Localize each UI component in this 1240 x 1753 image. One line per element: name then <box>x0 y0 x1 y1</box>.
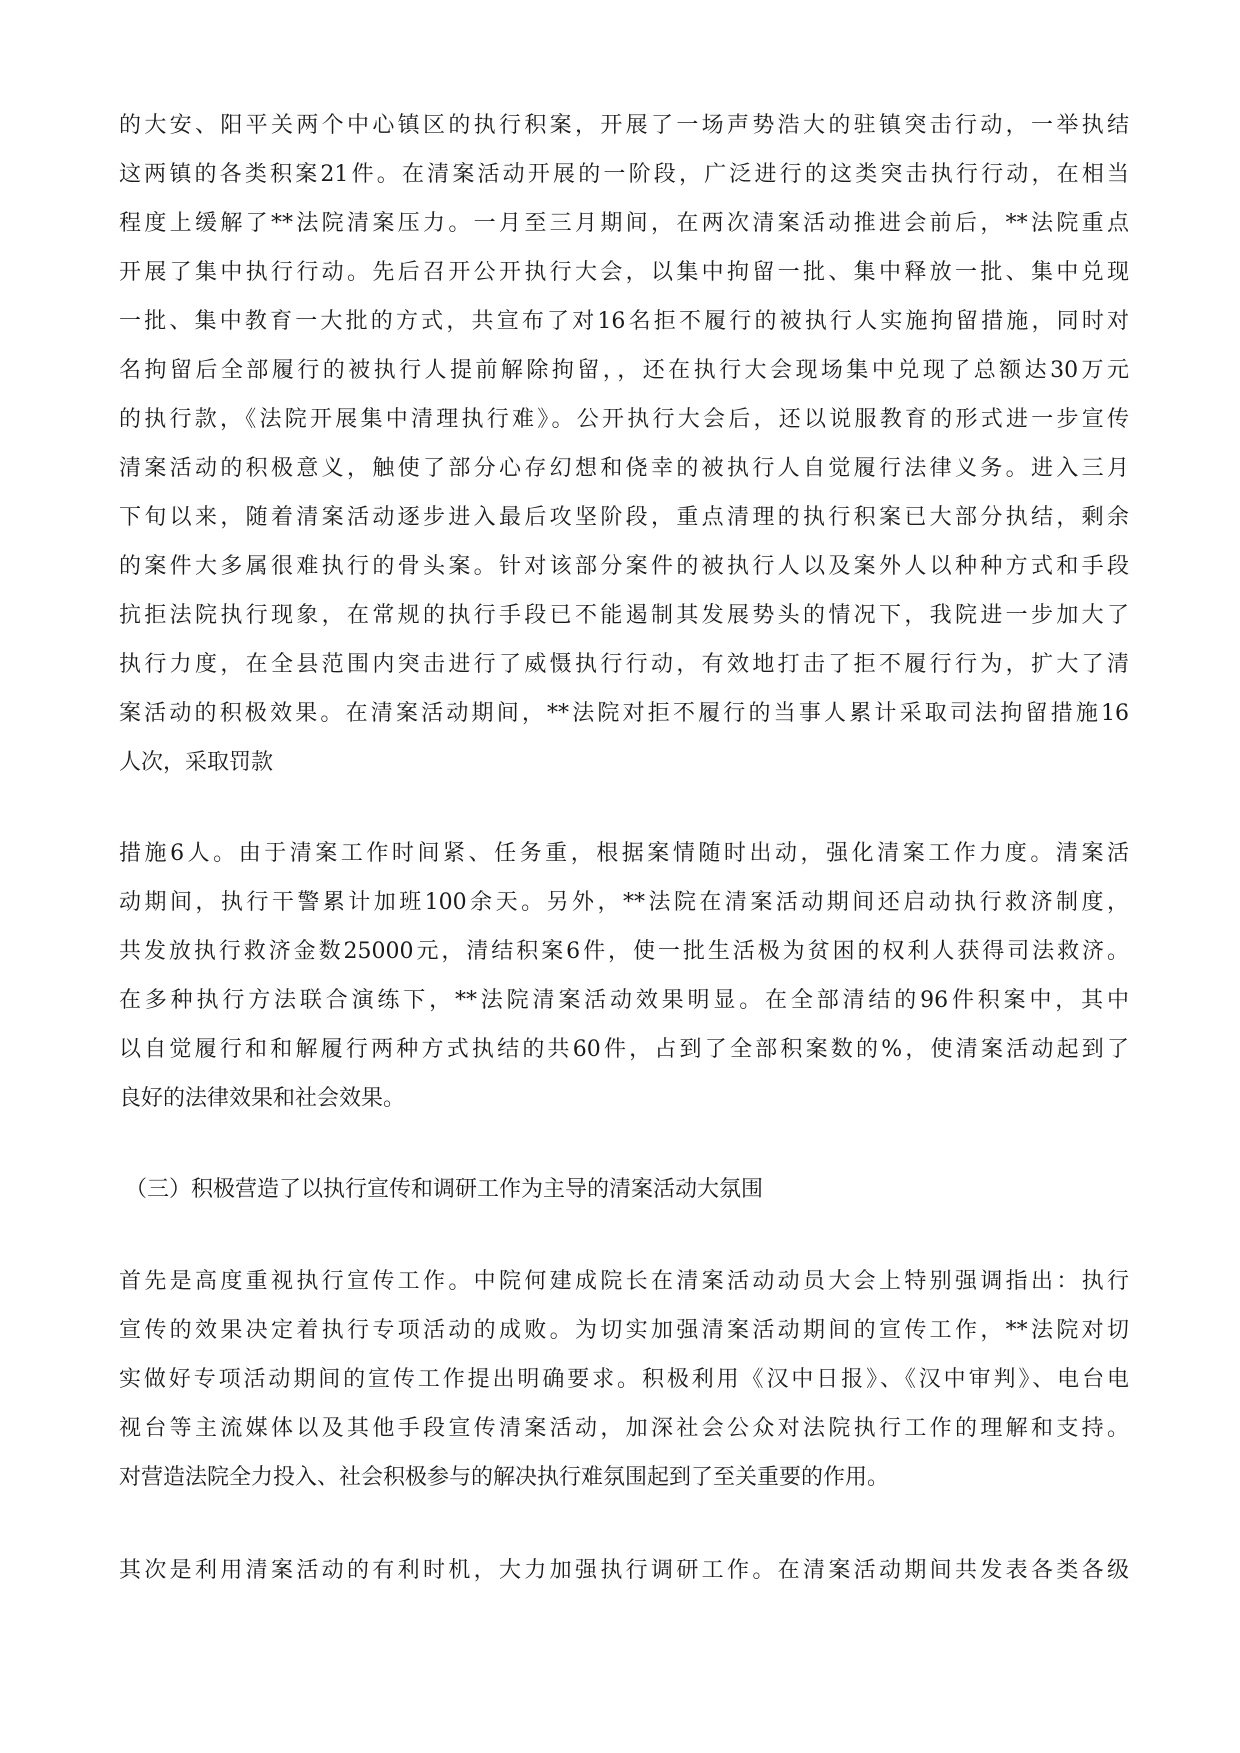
text-line: 执行力度，在全县范围内突击进行了威慑执行行动，有效地打击了拒不履行行为，扩大了清 <box>119 652 1129 677</box>
text-line: 良好的法律效果和社会效果。 <box>119 1086 406 1111</box>
text-line: 宣传的效果决定着执行专项活动的成败。为切实加强清案活动期间的宣传工作，**法院对切 <box>119 1318 1129 1343</box>
text-line: 这两镇的各类积案21件。在清案活动开展的一阶段，广泛进行的这类突击执行行动，在相当 <box>119 162 1129 187</box>
text-line: 共发放执行救济金数25000元，清结积案6件，使一批生活极为贫困的权利人获得司法救济。 <box>119 939 1129 964</box>
text-line: 动期间，执行干警累计加班100余天。另外，**法院在清案活动期间还启动执行救济制度， <box>119 890 1129 915</box>
text-line: 首先是高度重视执行宣传工作。中院何建成院长在清案活动动员大会上特别强调指出：执行 <box>119 1269 1129 1294</box>
text-line: 程度上缓解了**法院清案压力。一月至三月期间，在两次清案活动推进会前后，**法院重点 <box>119 211 1129 236</box>
text-line: 措施6人。由于清案工作时间紧、任务重，根据案情随时出动，强化清案工作力度。清案活 <box>119 841 1129 866</box>
text-line: 人次，采取罚款 <box>119 750 274 775</box>
text-line: 实做好专项活动期间的宣传工作提出明确要求。积极利用《汉中日报》、《汉中审判》、电台电 <box>119 1367 1129 1392</box>
text-line: 下旬以来，随着清案活动逐步进入最后攻坚阶段，重点清理的执行积案已大部分执结，剩余 <box>119 505 1129 530</box>
text-line: 案活动的积极效果。在清案活动期间，**法院对拒不履行的当事人累计采取司法拘留措施16 <box>119 701 1129 726</box>
text-line: 的执行款，《法院开展集中清理执行难》。公开执行大会后，还以说服教育的形式进一步宣传 <box>119 407 1129 432</box>
text-line: 的案件大多属很难执行的骨头案。针对该部分案件的被执行人以及案外人以种种方式和手段 <box>119 554 1129 579</box>
text-line: 的大安、阳平关两个中心镇区的执行积案，开展了一场声势浩大的驻镇突击行动，一举执结 <box>119 113 1129 138</box>
text-line: 在多种执行方法联合演练下，**法院清案活动效果明显。在全部清结的96件积案中，其中 <box>119 988 1129 1013</box>
text-line: 视台等主流媒体以及其他手段宣传清案活动，加深社会公众对法院执行工作的理解和支持。 <box>119 1416 1129 1441</box>
text-line: 对营造法院全力投入、社会积极参与的解决执行难氛围起到了至关重要的作用。 <box>119 1465 890 1490</box>
text-line: 其次是利用清案活动的有利时机，大力加强执行调研工作。在清案活动期间共发表各类各级 <box>119 1558 1129 1583</box>
text-line: 名拘留后全部履行的被执行人提前解除拘留，，还在执行大会现场集中兑现了总额达30万元 <box>119 358 1129 383</box>
text-line: 抗拒法院执行现象，在常规的执行手段已不能遏制其发展势头的情况下，我院进一步加大了 <box>119 603 1129 628</box>
section-heading: （三）积极营造了以执行宣传和调研工作为主导的清案活动大氛围 <box>125 1177 764 1202</box>
text-line: 开展了集中执行行动。先后召开公开执行大会，以集中拘留一批、集中释放一批、集中兑现 <box>119 260 1129 285</box>
text-line: 一批、集中教育一大批的方式，共宣布了对16名拒不履行的被执行人实施拘留措施，同时对 <box>119 309 1129 334</box>
text-line: 清案活动的积极意义，触使了部分心存幻想和侥幸的被执行人自觉履行法律义务。进入三月 <box>119 456 1129 481</box>
text-line: 以自觉履行和和解履行两种方式执结的共60件，占到了全部积案数的%，使清案活动起到了 <box>119 1037 1129 1062</box>
